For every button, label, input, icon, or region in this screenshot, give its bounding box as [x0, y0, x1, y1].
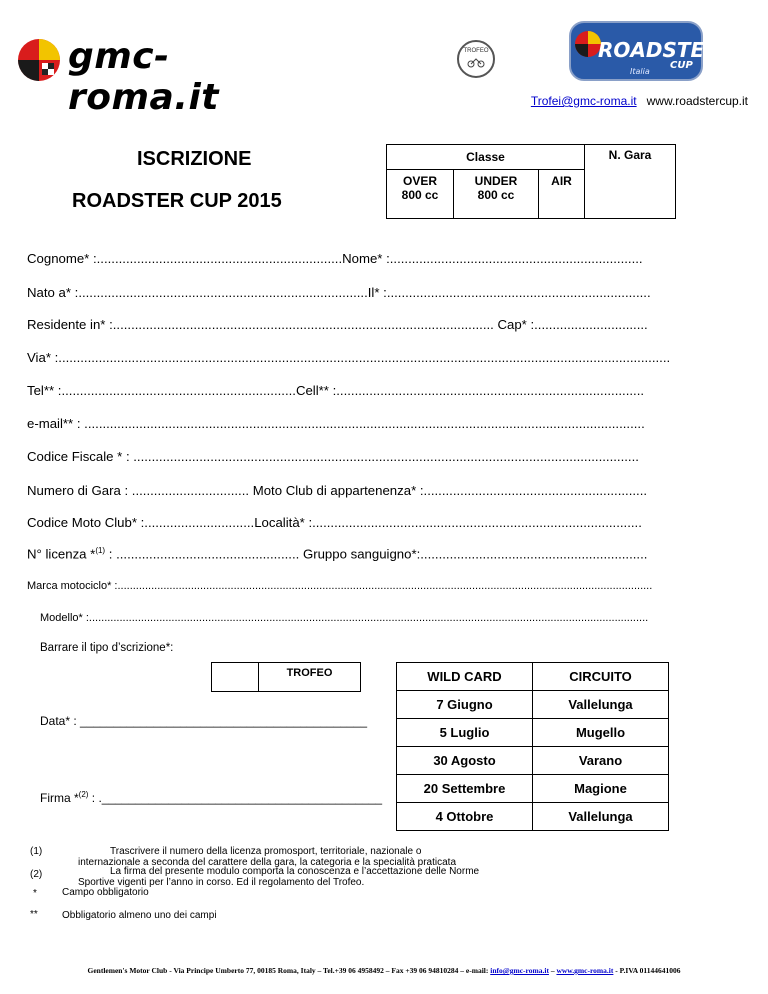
data-field[interactable]: Data* : ___________________________________________: [40, 714, 367, 728]
contact-email-link[interactable]: Trofei@gmc-roma.it: [530, 94, 637, 108]
wildcard-date: 5 Luglio: [397, 719, 533, 747]
wildcard-circuit: Mugello: [533, 719, 669, 747]
trofeo-option[interactable]: [211, 662, 361, 692]
table-row[interactable]: [397, 719, 669, 747]
wildcard-date: 4 Ottobre: [397, 803, 533, 831]
class-under-label: UNDER: [474, 174, 518, 188]
footer-address: Gentlemen's Motor Club - Via Principe Umberto 77, 00185 Roma, Italy – Tel.+39 06 4958492 – Fax +39 06 94810284 – e-mail:: [87, 966, 491, 975]
wildcard-header-row: [397, 663, 669, 691]
table-row[interactable]: [397, 775, 669, 803]
footer: [0, 966, 768, 975]
svg-text:ROADSTER: ROADSTER: [598, 38, 720, 62]
wildcard-circuit: Varano: [533, 747, 669, 775]
footer-email-link[interactable]: info@gmc-roma.it: [490, 966, 549, 975]
header-contacts: [531, 94, 748, 108]
note-1-line1: Trascrivere il numero della licenza promosport, territoriale, nazionale o: [110, 846, 422, 857]
class-over-cc: 800 cc: [401, 188, 439, 202]
note-2-line1: La firma del presente modulo comporta la conoscenza e l’accettazione delle Norme: [110, 866, 480, 877]
licenza-field[interactable]: [27, 546, 647, 561]
trofeo-seal-text: TROFEO: [463, 48, 489, 54]
trofeo-label: TROFEO: [286, 667, 333, 679]
note-3-mark: *: [33, 888, 37, 899]
gmc-logo-text: gmc-roma.it: [68, 36, 220, 118]
cognome-nome-field[interactable]: Cognome* :...................................................................Nome* :.....................................................................: [27, 251, 643, 266]
footer-website-link[interactable]: www.gmc-roma.it: [556, 966, 614, 975]
wildcard-circuit: Vallelunga: [533, 803, 669, 831]
class-over-label: OVER: [402, 174, 437, 188]
note-1-mark: (1): [30, 846, 43, 857]
numero-gara-field[interactable]: Numero di Gara : ................................ Moto Club di appartenenza* :.............................................................: [27, 483, 648, 498]
firma-note-ref: (2): [78, 790, 89, 799]
email-field[interactable]: e-mail** : .........................................................................................................................................................: [27, 416, 645, 431]
trofeo-checkbox[interactable]: [212, 663, 259, 691]
gmc-emblem-icon: [16, 37, 62, 83]
note-3-text: Campo obbligatorio: [62, 887, 149, 898]
table-row[interactable]: [397, 803, 669, 831]
residente-cap-field[interactable]: Residente in* :........................................................................................................ Cap* :...............................: [27, 317, 648, 332]
wildcard-date: 30 Agosto: [397, 747, 533, 775]
licenza-gruppo-label: : .................................................. Gruppo sanguigno*:..............................................................: [105, 546, 648, 562]
class-under-cell[interactable]: [454, 170, 539, 219]
gmc-roma-logo: [16, 34, 286, 118]
codice-fiscale-field[interactable]: Codice Fiscale * : ..........................................................................................................................................: [27, 449, 639, 464]
note-2-mark: (2): [30, 869, 43, 880]
roadster-badge-icon: [568, 20, 720, 82]
trofeo-seal-logo: [457, 40, 495, 78]
wildcard-header: WILD CARD: [397, 663, 533, 691]
note-1-line2: internazionale a seconda del carattere della gara, la categoria e la specialità praticata: [78, 857, 457, 868]
wildcard-table: [396, 662, 669, 831]
modello-field[interactable]: Modello* :.......................................................................................................................................................................................: [40, 612, 649, 624]
svg-text:CUP: CUP: [670, 60, 693, 71]
firma-field[interactable]: [40, 790, 382, 805]
licenza-note-ref: (1): [95, 546, 106, 555]
via-field[interactable]: Via* :.......................................................................................................................................................................: [27, 350, 671, 365]
roadster-cup-logo: [568, 20, 720, 82]
page-title: ISCRIZIONE: [137, 148, 252, 170]
wildcard-date: 20 Settembre: [397, 775, 533, 803]
contact-website: www.roadstercup.it: [646, 94, 748, 108]
footer-piva: - P.IVA 01144641006: [613, 966, 681, 975]
class-table: [386, 144, 676, 219]
barrare-label: Barrare il tipo d’scrizione*:: [40, 642, 174, 654]
classe-header: Classe: [387, 145, 585, 170]
table-row[interactable]: [397, 691, 669, 719]
note-2-line2: Sportive vigenti per l’anno in corso. Ed il regolamento del Trofeo.: [78, 877, 365, 888]
firma-line: : .__________________________________________: [88, 791, 383, 805]
wildcard-date: 7 Giugno: [397, 691, 533, 719]
svg-text:Italia: Italia: [630, 67, 650, 76]
nato-il-field[interactable]: Nato a* :...............................................................................Il* :........................................................................: [27, 285, 651, 300]
class-under-cc: 800 cc: [477, 188, 515, 202]
firma-label: Firma *: [40, 791, 79, 805]
ngara-header: N. Gara: [585, 145, 676, 219]
circuito-header: CIRCUITO: [533, 663, 669, 691]
class-over-cell[interactable]: [387, 170, 454, 219]
tel-cell-field[interactable]: Tel** :................................................................Cell** :....................................................................................: [27, 383, 645, 398]
licenza-label: N° licenza *: [27, 546, 96, 562]
class-air-cell[interactable]: [539, 170, 585, 219]
wildcard-circuit: Magione: [533, 775, 669, 803]
marca-field[interactable]: Marca motociclo* :...............................................................................................................................................................................: [27, 580, 653, 592]
class-air-label: AIR: [551, 174, 572, 188]
motorcycle-icon: [467, 56, 485, 68]
table-row[interactable]: [397, 747, 669, 775]
codice-moto-club-field[interactable]: Codice Moto Club* :..............................Località* :..........................................................................................: [27, 515, 642, 530]
note-4-text: Obbligatorio almeno uno dei campi: [62, 910, 217, 921]
footer-separator: –: [548, 966, 557, 975]
page-subtitle: ROADSTER CUP 2015: [72, 190, 282, 212]
wildcard-circuit: Vallelunga: [533, 691, 669, 719]
note-4-mark: **: [30, 909, 38, 920]
